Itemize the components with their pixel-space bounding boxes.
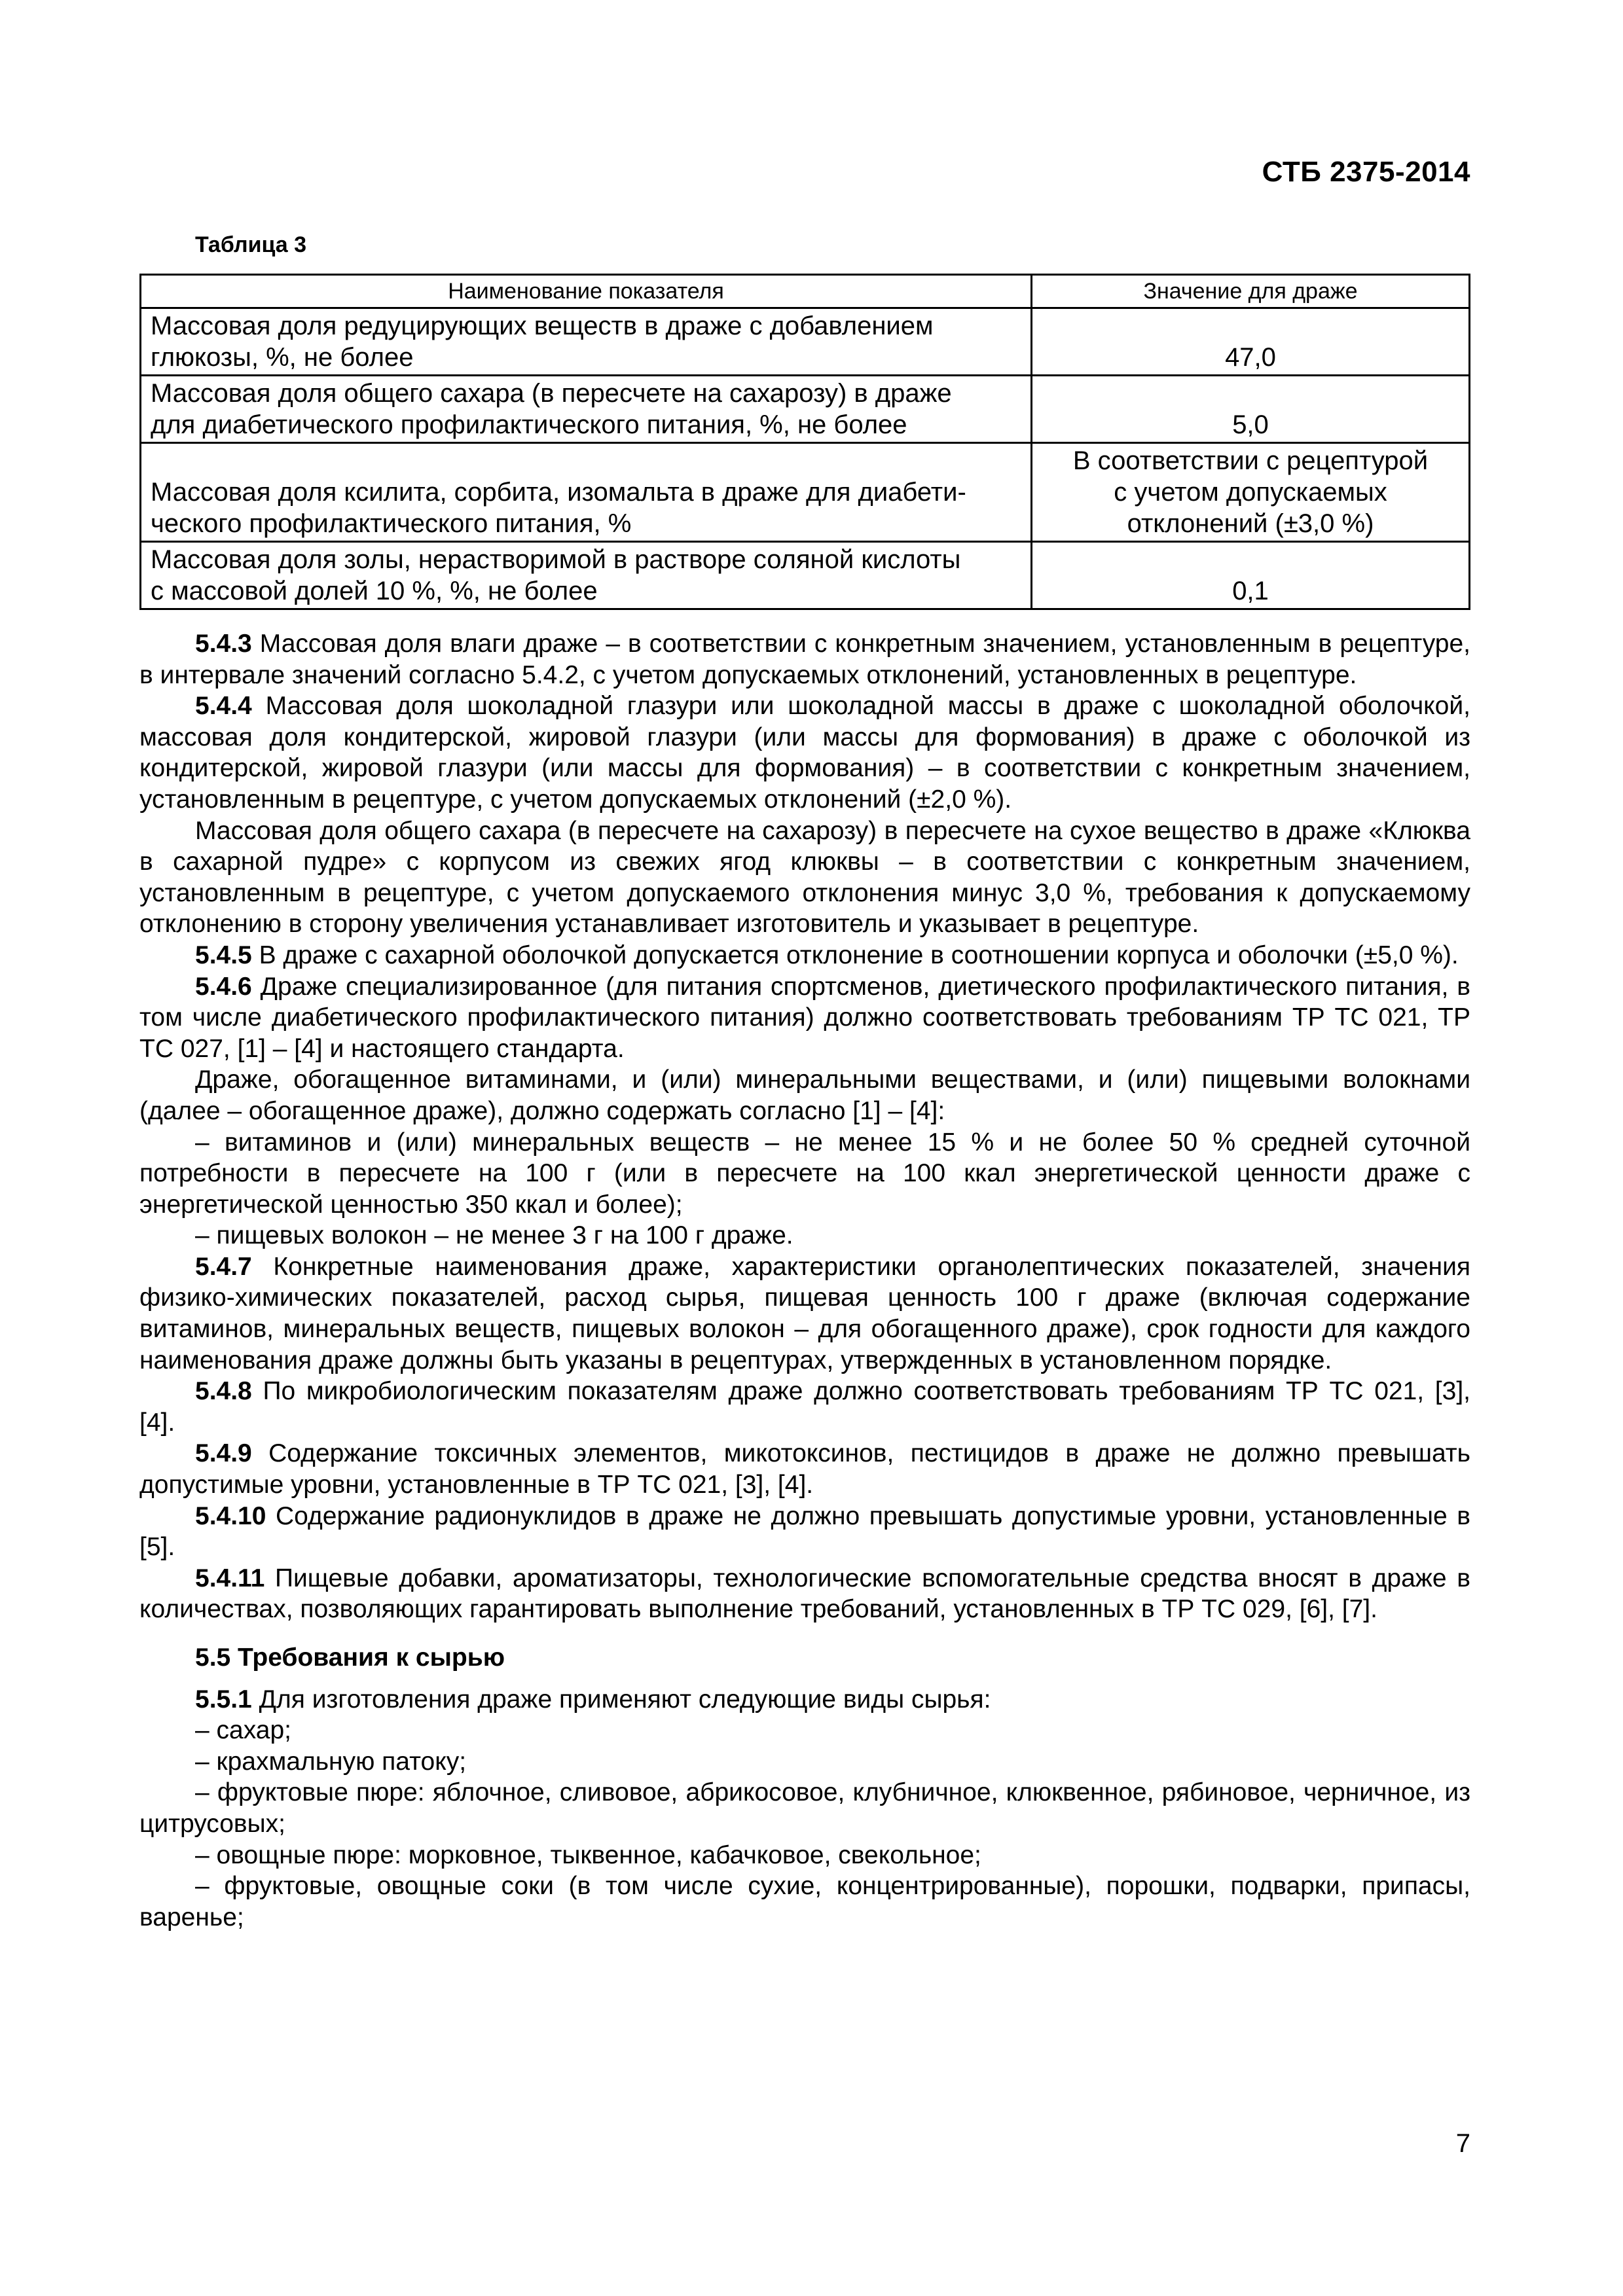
table-header-row [141,275,1470,308]
paragraph [139,940,1470,971]
indicator-name-line: Массовая доля редуцирующих веществ в драже с добавлением [151,312,934,340]
indicator-name-line: для диабетического профилактического питания, %, не более [151,410,907,439]
table-row [141,376,1470,443]
indicator-name-line: Массовая доля ксилита, сорбита, изомальта в драже для диабети- [151,478,966,507]
paragraph [139,1746,1470,1778]
indicator-value-cell [1032,443,1470,542]
paragraph-text: Массовая доля шоколадной глазури или шоколадной массы в драже с шоколадной оболочкой, массовая доля кондитерской, жировой глазури (или массы для формования) в драже с оболочкой из кондитерской, жировой глазури (или массы для формования) – в соответствии с конкретным значением, установленным в рецептуре, с учетом допускаемых отклонений (±2,0 %). [139,692,1470,814]
indicator-value-line: отклонений (±3,0 %) [1127,509,1374,538]
paragraph [139,816,1470,940]
document-body [139,628,1470,1933]
paragraph-text: – фруктовые пюре: яблочное, сливовое, абрикосовое, клубничное, клюквенное, рябиновое, черничное, из цитрусовых; [139,1778,1470,1838]
page-number: 7 [1455,2129,1470,2158]
indicator-name-cell [141,542,1032,609]
paragraph-text: Содержание токсичных элементов, микотоксинов, пестицидов в драже не должно превышать допустимые уровни, установленные в ТР ТС 021, [3], [4]. [139,1439,1470,1499]
indicator-value-cell [1032,308,1470,376]
table-row [141,308,1470,376]
clause-number: 5.4.9 [195,1439,252,1468]
paragraph [139,1251,1470,1376]
header-value: Значение для драже [1032,275,1470,308]
paragraph-text: Содержание радионуклидов в драже не должно превышать допустимые уровни, установленные в [5]. [139,1501,1470,1562]
indicator-name-line: глюкозы, %, не более [151,343,414,372]
clause-number: 5.4.10 [195,1501,266,1530]
paragraph [139,628,1470,691]
indicator-value-line: 0,1 [1232,577,1269,605]
table-3 [139,274,1470,610]
paragraph-text: Конкретные наименования драже, характеристики органолептических показателей, значения физико-химических показателей, расход сырья, пищевая ценность 100 г драже (включая содержание витаминов, минеральных веществ, пищевых волокон – для обогащенного драже), срок годности для каждого наименования драже должны быть указаны в рецептурах, утвержденных в установленном порядке. [139,1252,1470,1374]
indicator-name-line: Массовая доля общего сахара (в пересчете на сахарозу) в драже [151,379,952,408]
clause-number: 5.4.11 [195,1564,265,1592]
paragraph-text: Драже, обогащенное витаминами, и (или) минеральными веществами, и (или) пищевыми волокнами (далее – обогащенное драже), должно содержать согласно [1] – [4]: [139,1066,1470,1125]
table-row [141,542,1470,609]
paragraph-text: – фруктовые, овощные соки (в том числе сухие, концентрированные), порошки, подварки, припасы, варенье; [139,1872,1470,1931]
paragraph [139,1871,1470,1933]
indicator-name-line: с массовой долей 10 %, %, не более [151,577,598,605]
indicator-name-cell [141,308,1032,376]
paragraph [139,1840,1470,1871]
indicator-value-line: 5,0 [1232,410,1269,439]
paragraph-text: Пищевые добавки, ароматизаторы, технологические вспомогательные средства вносят в драже в количествах, позволяющих гарантировать выполнение требований, установленных в ТР ТС 029, [6], [7]. [139,1564,1470,1624]
clause-number: 5.4.8 [195,1377,252,1406]
indicator-value-cell [1032,376,1470,443]
paragraph-text: – витаминов и (или) минеральных веществ – не менее 15 % и не более 50 % средней суточной потребности в пересчете на 100 г (или в пересчете на 100 ккал энергетической ценности драже с энергетической ценностью 350 ккал и более); [139,1128,1470,1219]
clause-number: 5.5.1 [195,1685,252,1713]
indicator-name-cell [141,376,1032,443]
paragraph-text: – сахар; [195,1716,291,1745]
indicator-value-line: 47,0 [1225,343,1276,372]
paragraph [139,1064,1470,1126]
table-row [141,443,1470,542]
paragraph [139,1127,1470,1221]
standard-code: СТБ 2375-2014 [1262,156,1470,188]
clause-number: 5.4.3 [195,630,252,658]
section-heading: 5.5 Требования к сырью [195,1643,505,1672]
paragraph [139,1376,1470,1438]
paragraph-text: Для изготовления драже применяют следующие виды сырья: [251,1685,991,1713]
indicator-value-line: В соответствии с рецептурой [1072,446,1429,475]
clause-number: 5.4.6 [195,972,252,1001]
paragraph-text: – пищевых волокон – не менее 3 г на 100 г драже. [195,1221,793,1250]
header-indicator-name: Наименование показателя [141,275,1032,308]
indicator-name-line: Массовая доля золы, нерастворимой в растворе соляной кислоты [151,545,961,574]
paragraph [139,971,1470,1065]
paragraph [139,1563,1470,1625]
clause-number: 5.4.7 [195,1252,252,1281]
paragraph-text: – овощные пюре: морковное, тыквенное, кабачковое, свекольное; [195,1840,981,1869]
clause-number: 5.4.4 [195,692,252,721]
paragraph [139,1438,1470,1500]
paragraph [139,1220,1470,1251]
indicator-name-cell [141,443,1032,542]
paragraph-text: Массовая доля общего сахара (в пересчете на сахарозу) в пересчете на сухое вещество в драже «Клюква в сахарной пудре» с корпусом из свежих ягод клюквы – в соответствии с конкретным значением, установленным в рецептуре, с учетом допускаемого отклонения минус 3,0 %, требования к допускаемому отклонению в сторону увеличения устанавливает изготовитель и указывает в рецептуре. [139,816,1470,939]
paragraph-text: По микробиологическим показателям драже должно соответствовать требованиям ТР ТС 021, [3], [4]. [139,1377,1470,1437]
clause-number: 5.4.5 [195,941,252,969]
indicator-value-line: с учетом допускаемых [1114,478,1387,507]
paragraph [139,691,1470,815]
paragraph [139,1777,1470,1839]
paragraph-text: Драже специализированное (для питания спортсменов, диетического профилактического питания, в том числе диабетического профилактического питания) должно соответствовать требованиям ТР ТС 021, ТР ТС 027, [1] – [4] и настоящего стандарта. [139,972,1470,1063]
paragraph-text: В драже с сахарной оболочкой допускается отклонение в соотношении корпуса и оболочки (±5,0 %). [251,941,1459,969]
table-caption: Таблица 3 [195,232,307,257]
paragraph-text: Массовая доля влаги драже – в соответствии с конкретным значением, установленным в рецептуре, в интервале значений согласно 5.4.2, с учетом допускаемых отклонений, установленных в рецептуре. [139,630,1470,689]
indicator-name-line: ческого профилактического питания, % [151,509,632,538]
paragraph [139,1684,1470,1715]
paragraph-text: – крахмальную патоку; [195,1747,467,1776]
paragraph [139,1501,1470,1563]
paragraph [139,1715,1470,1746]
indicator-value-cell [1032,542,1470,609]
